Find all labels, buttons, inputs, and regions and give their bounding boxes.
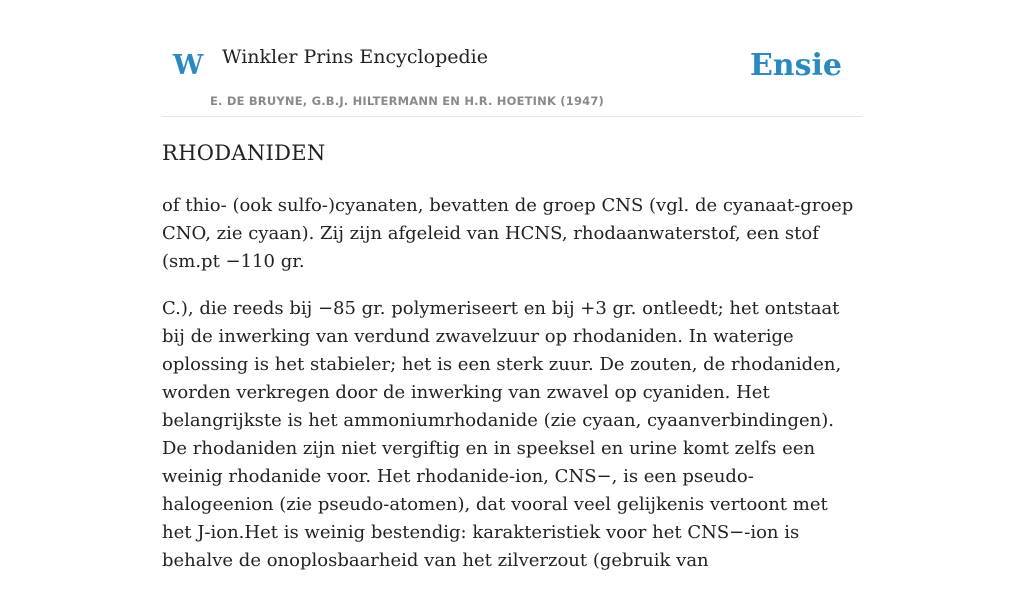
entry-body	[162, 192, 862, 594]
source-authors: E. DE BRUYNE, G.B.J. HILTERMANN EN H.R. HOETINK (1947)	[210, 94, 605, 108]
entry-title: RHODANIDEN	[162, 141, 326, 165]
source-title[interactable]: Winkler Prins Encyclopedie	[222, 46, 488, 68]
entry-paragraph-2: C.), die reeds bij −85 gr. polymeriseert en bij +3 gr. ontleedt; het ontstaat bij de inwerking van verdund zwavelzuur op rhodaniden. In waterige oplossing is het stabieler; het is een sterk zuur. De zouten, de rhodaniden, worden verkregen door de inwerking van zwavel op cyaniden. Het belangrijkste is het ammoniumrhodanide (zie cyaan, cyaanverbindingen). De rhodaniden zijn niet vergiftig en in speeksel en urine komt zelfs een weinig rhodanide voor. Het rhodanide-ion, CNS−, is een pseudo-halogeenion (zie pseudo-atomen), dat vooral veel gelijkenis vertoont met het J-ion.Het is weinig bestendig: karakteristiek voor het CNS−-ion is behalve de onoplosbaarheid van het zilverzout (gebruik van	[162, 298, 842, 571]
ensie-logo[interactable]: Ensie	[749, 48, 842, 83]
header	[162, 0, 862, 117]
winkler-prins-logo-icon[interactable]: W	[173, 50, 204, 81]
entry-paragraph-1: of thio- (ook sulfo-)cyanaten, bevatten de groep CNS (vgl. de cyanaat-groep CNO, zie cyaan). Zij zijn afgeleid van HCNS, rhodaanwaterstof, een stof (sm.pt −110 gr.	[162, 195, 854, 272]
